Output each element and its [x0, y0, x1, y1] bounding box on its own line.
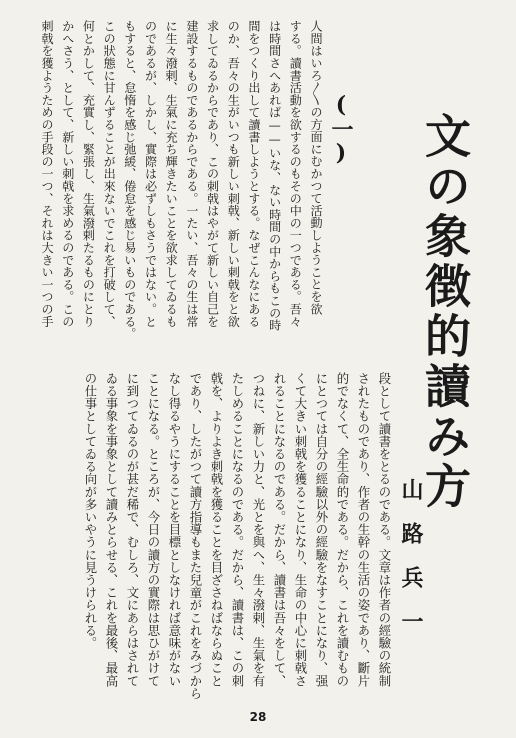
text-line: 建設するものであるからである。一たい、吾々の生は常 [184, 20, 199, 328]
text-line: 何とかして、充實し、緊張し、生氣潑剌たるものにとり [81, 20, 96, 328]
section-number: (一) [328, 92, 354, 166]
text-line: 間をつくり出して讀書しようとする。なぜこんなにある [246, 20, 261, 328]
text-line: つねに、新しい力と、光とを與へ、生々潑剌、生氣を有 [251, 372, 266, 687]
text-line: に生々潑剌、生氣に充ち輝きたいことを欲求してゐるも [164, 20, 179, 328]
text-line: 求してゐるからであり、この刺戟はやがて新しい自己を [205, 20, 220, 328]
text-line: する。讀書活動を欲するのもその中の一つである。吾々 [288, 20, 303, 328]
text-line: のであるが、しかし、實際は必ずしもさうではない。と [143, 20, 158, 328]
text-line: されたものであり、作者の生幹の生活の姿であり、斷片 [356, 372, 371, 687]
text-line: のか、吾々の生がいつも新しい刺戟、新しい刺戟をと欲 [226, 20, 241, 328]
text-line: この狀態に甘んずることが出來ないでこれを打破して、 [102, 20, 117, 328]
text-line: もすると、怠惰を感じ弛緩、倦怠を感じ易いものである。 [122, 20, 137, 340]
text-line: 刺戟を獲ようための手段の一つ、それは大きい一つの手 [40, 20, 55, 328]
text-line: 戟を、よりよき刺戟を獲ることを目ざさねばならぬこと [209, 372, 224, 687]
text-line: にとつては自分の經驗以外の經驗をなすことになり、强 [314, 372, 329, 687]
author-name: 山路兵一 [398, 478, 424, 654]
text-line: ゐる事象を事象として讀みとらせる、これを最後、最高 [104, 372, 119, 687]
text-line: 的でなくて、全生命的である。だから、これを讀むもの [335, 372, 350, 687]
page-number: 28 [249, 710, 267, 724]
text-line: 段として讀書をとるのである。文章は作者の經驗の統制 [377, 372, 392, 687]
body-text-upper [20, 20, 322, 362]
text-line: れることになるのである。だから、讀書は吾々をして、 [272, 372, 287, 687]
text-line: くて大きい刺戟を獲ることになり、生命の中心に刺戟さ [293, 372, 308, 687]
text-line: であり、したがつて讀方指導もまた兒童がこれをみづから [188, 372, 203, 700]
text-line: の仕事としてゐる向が多いやうに見うけられる。 [83, 372, 98, 650]
body-text-lower [20, 372, 392, 700]
article-title: 文の象徴的讀み方 [418, 112, 472, 512]
text-line: たしめることになるのである。だから、讀書は、この刺 [230, 372, 245, 687]
text-line: に到つてゐるのが甚だ稀で、むしろ、文にあらはされて [125, 372, 140, 687]
text-line: なし得るやうにすることを目標としなければ意味がない [167, 372, 182, 687]
text-line: かへさう、として、新しい刺戟を求めるのである。この [60, 20, 75, 328]
text-line: ことになる。ところが、今日の讀方の實際は思ひがけて [146, 372, 161, 687]
text-line: は時間さへあれば——いな、ない時間の中からもこの時 [267, 20, 282, 332]
text-line: 人間はいろ〳〵の方面にむかつて活動しようことを欲 [309, 20, 323, 315]
